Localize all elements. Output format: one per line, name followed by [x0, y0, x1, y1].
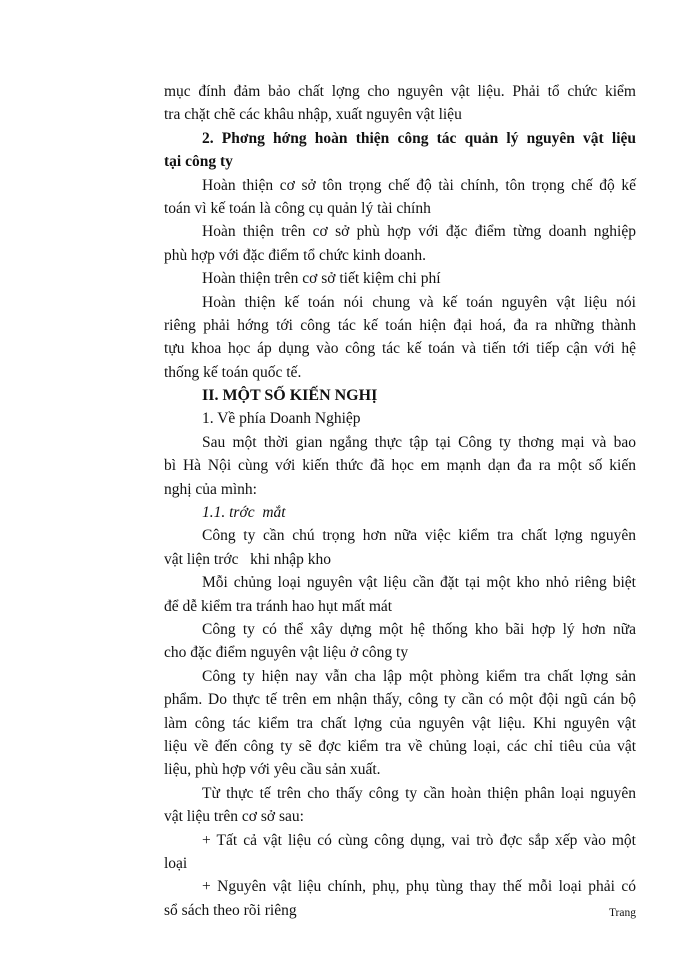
- text-line: mục đính đảm bảo chất lợng cho nguyên vật liệu. Phải tổ chức kiểm: [164, 83, 636, 100]
- text-line: 1. Về phía Doanh Nghiệp: [202, 410, 361, 428]
- text-line: Hoàn thiện cơ sở tôn trọng chế độ tài chính, tôn trọng chế độ kế: [202, 176, 636, 194]
- text-line: 2. Phơng hớng hoàn thiện công tác quản lý nguyên vật liệu: [202, 129, 636, 147]
- text-line: thống kế toán quốc tế.: [164, 363, 302, 381]
- text-line: Sau một thời gian ngắng thực tập tại Công ty thơng mại và bao: [202, 433, 636, 451]
- text-line: loại: [164, 854, 188, 872]
- text-line: 1.1. trớc mắt: [202, 504, 286, 522]
- text-line: Mỗi chủng loại nguyên vật liệu cần đặt tại một kho nhỏ riêng biệt: [202, 574, 636, 592]
- text-line: phẩm. Do thực tế trên em nhận thấy, công ty cần có một đội ngũ cán bộ: [164, 691, 636, 709]
- text-line: + Tất cả vật liệu có cùng công dụng, vai trò đợc sắp xếp vào một: [202, 831, 636, 849]
- text-line: sổ sách theo rõi riêng: [164, 901, 297, 919]
- text-line: Từ thực tế trên cho thấy công ty cần hoàn thiện phân loại nguyên: [202, 784, 636, 802]
- page-footer-label: Trang: [608, 907, 636, 919]
- text-line: tại công ty: [164, 153, 233, 171]
- text-line: riêng phải hớng tới công tác kế toán hiện đại hoá, đa ra những thành: [164, 316, 636, 334]
- text-line: vật liện trớc khi nhập kho: [164, 550, 332, 568]
- text-line: + Nguyên vật liệu chính, phụ, phụ tùng thay thế mỗi loại phải có: [202, 878, 636, 896]
- body-text: [164, 80, 636, 922]
- text-line: nghị của mình:: [164, 480, 257, 498]
- text-line: Công ty có thể xây dựng một hệ thống kho bãi hợp lý hơn nữa: [202, 620, 636, 638]
- text-line: cho đặc điểm nguyên vật liệu ở công ty: [164, 644, 409, 662]
- text-line: toán vì kế toán là công cụ quản lý tài chính: [164, 199, 431, 217]
- text-line: bì Hà Nội cùng với kiến thức đã học em mạnh dạn đa ra một số kiến: [164, 457, 636, 475]
- text-line: Hoàn thiện trên cơ sở phù hợp với đặc điểm từng doanh nghiệp: [202, 223, 636, 241]
- text-line: Hoàn thiện trên cơ sở tiết kiệm chi phí: [202, 270, 441, 288]
- text-line: Công ty cần chú trọng hơn nữa việc kiểm tra chất lợng nguyên: [202, 527, 636, 545]
- text-line: Hoàn thiện kế toán nói chung và kế toán nguyên vật liệu nói: [202, 293, 636, 311]
- text-line: liệu, phù hợp với yêu cầu sản xuất.: [164, 761, 381, 779]
- text-line: làm công tác kiểm tra chất lợng của nguyên vật liệu. Khi nguyên vật: [164, 714, 636, 732]
- text-line: vật liệu trên cơ sở sau:: [164, 808, 304, 826]
- text-line: II. MỘT SỐ KIẾN NGHỊ: [202, 387, 378, 405]
- text-line: Công ty hiện nay vẫn cha lập một phòng kiểm tra chất lợng sản: [202, 667, 636, 685]
- text-line: phù hợp với đặc điểm tổ chức kinh doanh.: [164, 246, 426, 264]
- text-line: tra chặt chẽ các khâu nhập, xuất nguyên vật liệu: [164, 106, 462, 124]
- text-line: để dễ kiểm tra tránh hao hụt mất mát: [164, 597, 393, 615]
- text-line: liệu về đến công ty sẽ đợc kiểm tra về chủng loại, các chỉ tiêu của vật: [164, 737, 636, 755]
- text-line: tựu khoa học áp dụng vào công tác kế toán và tiến tới tiếp cận với hệ: [164, 340, 636, 358]
